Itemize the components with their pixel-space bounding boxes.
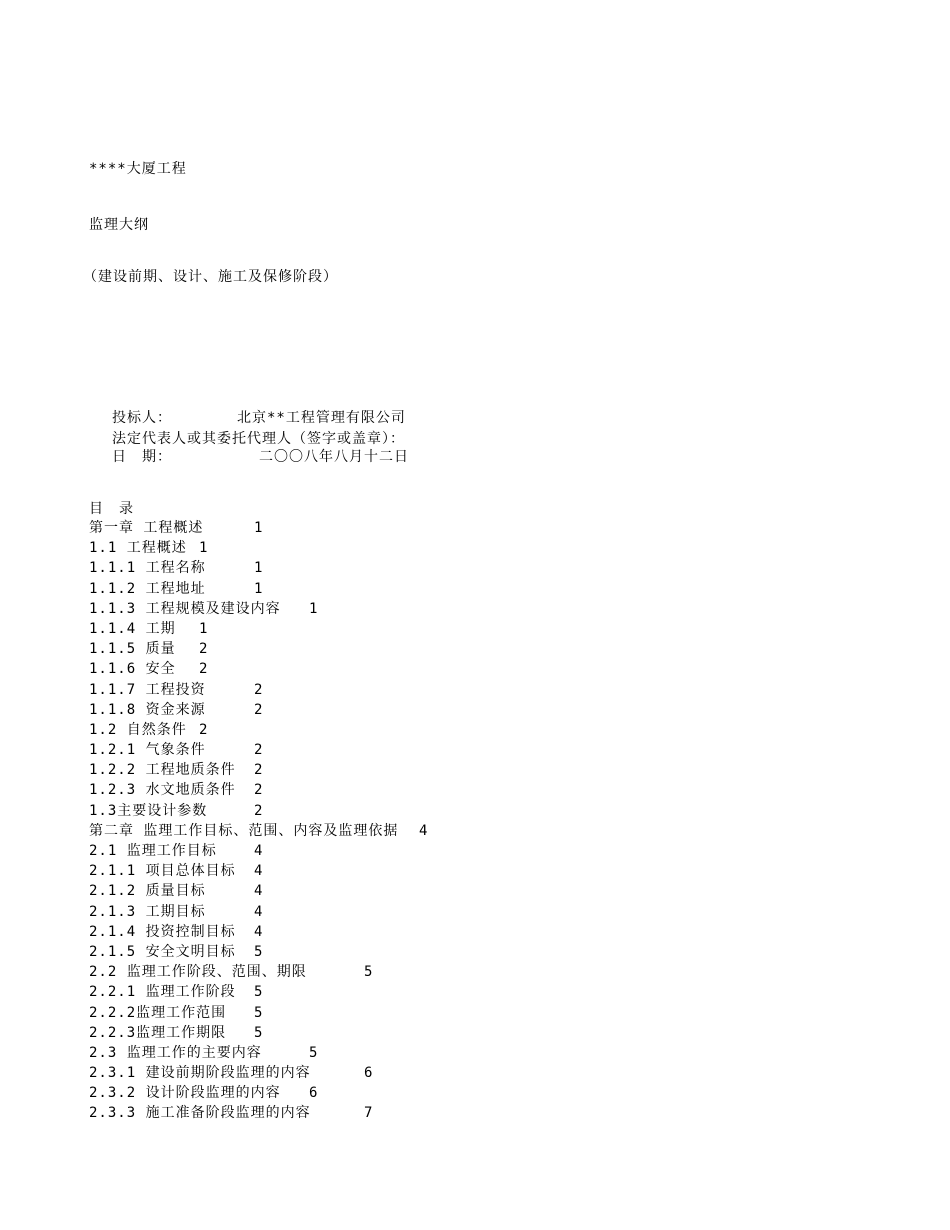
toc-entry-label: 1.1.3 工程规模及建设内容 xyxy=(89,600,281,617)
toc-entry-page: 4 xyxy=(419,822,429,839)
toc-entry-page: 2 xyxy=(254,681,264,698)
toc-entry-page: 2 xyxy=(254,782,264,799)
toc-entry-page: 1 xyxy=(254,580,264,597)
bidder-label: 投标人： xyxy=(112,410,172,426)
toc-entry-label: 1.3主要设计参数 xyxy=(89,802,208,819)
toc-entry-page: 6 xyxy=(364,1065,374,1082)
toc-entry-page: 2 xyxy=(254,701,264,718)
toc-entry-label: 2.2.2监理工作范围 xyxy=(89,1004,227,1021)
toc-entry-page: 1 xyxy=(199,620,209,637)
toc-entry-label: 1.1.2 工程地址 xyxy=(89,580,206,597)
toc-entry-page: 5 xyxy=(254,1004,264,1021)
document-subtitle: （建设前期、设计、施工及保修阶段） xyxy=(83,269,338,285)
toc-entry-page: 1 xyxy=(199,540,209,557)
date-label: 日 期： xyxy=(112,449,172,465)
toc-entry-page: 2 xyxy=(199,661,209,678)
toc-entry-label: 2.1.4 投资控制目标 xyxy=(89,923,236,940)
toc-entry-page: 2 xyxy=(254,762,264,779)
project-name: ****大厦工程 xyxy=(89,161,187,177)
toc-entry-page: 2 xyxy=(254,742,264,759)
toc-heading: 目 录 xyxy=(89,501,134,517)
toc-entry-label: 2.1.1 项目总体目标 xyxy=(89,863,236,880)
toc-entry-page: 7 xyxy=(364,1105,374,1122)
toc-entry-page: 5 xyxy=(254,984,264,1001)
toc-entry-label: 2.2.3监理工作期限 xyxy=(89,1024,227,1041)
toc-entry-label: 2.1 监理工作目标 xyxy=(89,843,217,859)
toc-entry-label: 第二章 监理工作目标、范围、内容及监理依据 xyxy=(89,822,399,839)
toc-entry-label: 1.1.8 资金来源 xyxy=(89,701,206,718)
toc-entry-label: 1.1.5 质量 xyxy=(89,641,176,658)
toc-entry-label: 2.3.2 设计阶段监理的内容 xyxy=(89,1085,281,1102)
toc-entry-label: 1.1 工程概述 xyxy=(89,540,187,557)
toc-entry-page: 1 xyxy=(254,560,264,577)
toc-entry-page: 5 xyxy=(364,964,374,981)
bidder-value: 北京**工程管理有限公司 xyxy=(237,410,406,426)
toc-entry-page: 1 xyxy=(254,520,264,536)
toc-entry-page: 2 xyxy=(199,721,209,738)
toc-entry-label: 2.1.2 质量目标 xyxy=(89,883,206,900)
date-value: 二〇〇八年八月十二日 xyxy=(259,449,409,465)
toc-entry-label: 1.2.2 工程地质条件 xyxy=(89,762,236,779)
toc-entry-label: 1.2.3 水文地质条件 xyxy=(89,782,236,799)
toc-entry-page: 5 xyxy=(254,1024,264,1041)
toc-entry-label: 1.1.6 安全 xyxy=(89,661,176,678)
document-title: 监理大纲 xyxy=(89,217,149,233)
toc-entry-page: 1 xyxy=(309,600,319,617)
toc-entry-page: 4 xyxy=(254,863,264,880)
toc-entry-label: 2.2 监理工作阶段、范围、期限 xyxy=(89,964,307,981)
toc-entry-label: 2.3 监理工作的主要内容 xyxy=(89,1044,262,1061)
toc-entry-label: 2.3.1 建设前期阶段监理的内容 xyxy=(89,1065,311,1082)
toc-entry-label: 2.3.3 施工准备阶段监理的内容 xyxy=(89,1105,311,1122)
toc-entry-label: 1.1.1 工程名称 xyxy=(89,560,206,577)
toc-entry-label: 第一章 工程概述 xyxy=(89,520,204,536)
toc-entry-label: 2.2.1 监理工作阶段 xyxy=(89,984,236,1001)
toc-entry-page: 5 xyxy=(309,1044,319,1061)
toc-entry-label: 2.1.3 工期目标 xyxy=(89,903,206,920)
toc-entry-page: 4 xyxy=(254,903,264,920)
toc-entry-label: 1.1.4 工期 xyxy=(89,620,176,637)
representative-label: 法定代表人或其委托代理人（签字或盖章）： xyxy=(112,431,405,447)
toc-entry-page: 4 xyxy=(254,883,264,900)
toc-entry-page: 2 xyxy=(254,802,264,819)
toc-entry-page: 6 xyxy=(309,1085,319,1102)
toc-entry-page: 2 xyxy=(199,641,209,658)
toc-entry-page: 4 xyxy=(254,923,264,940)
toc-entry-page: 4 xyxy=(254,843,264,859)
toc-entry-label: 1.2.1 气象条件 xyxy=(89,742,206,759)
toc-entry-page: 5 xyxy=(254,943,264,960)
toc-entry-label: 2.1.5 安全文明目标 xyxy=(89,943,236,960)
toc-entry-label: 1.1.7 工程投资 xyxy=(89,681,206,698)
toc-entry-label: 1.2 自然条件 xyxy=(89,721,187,738)
